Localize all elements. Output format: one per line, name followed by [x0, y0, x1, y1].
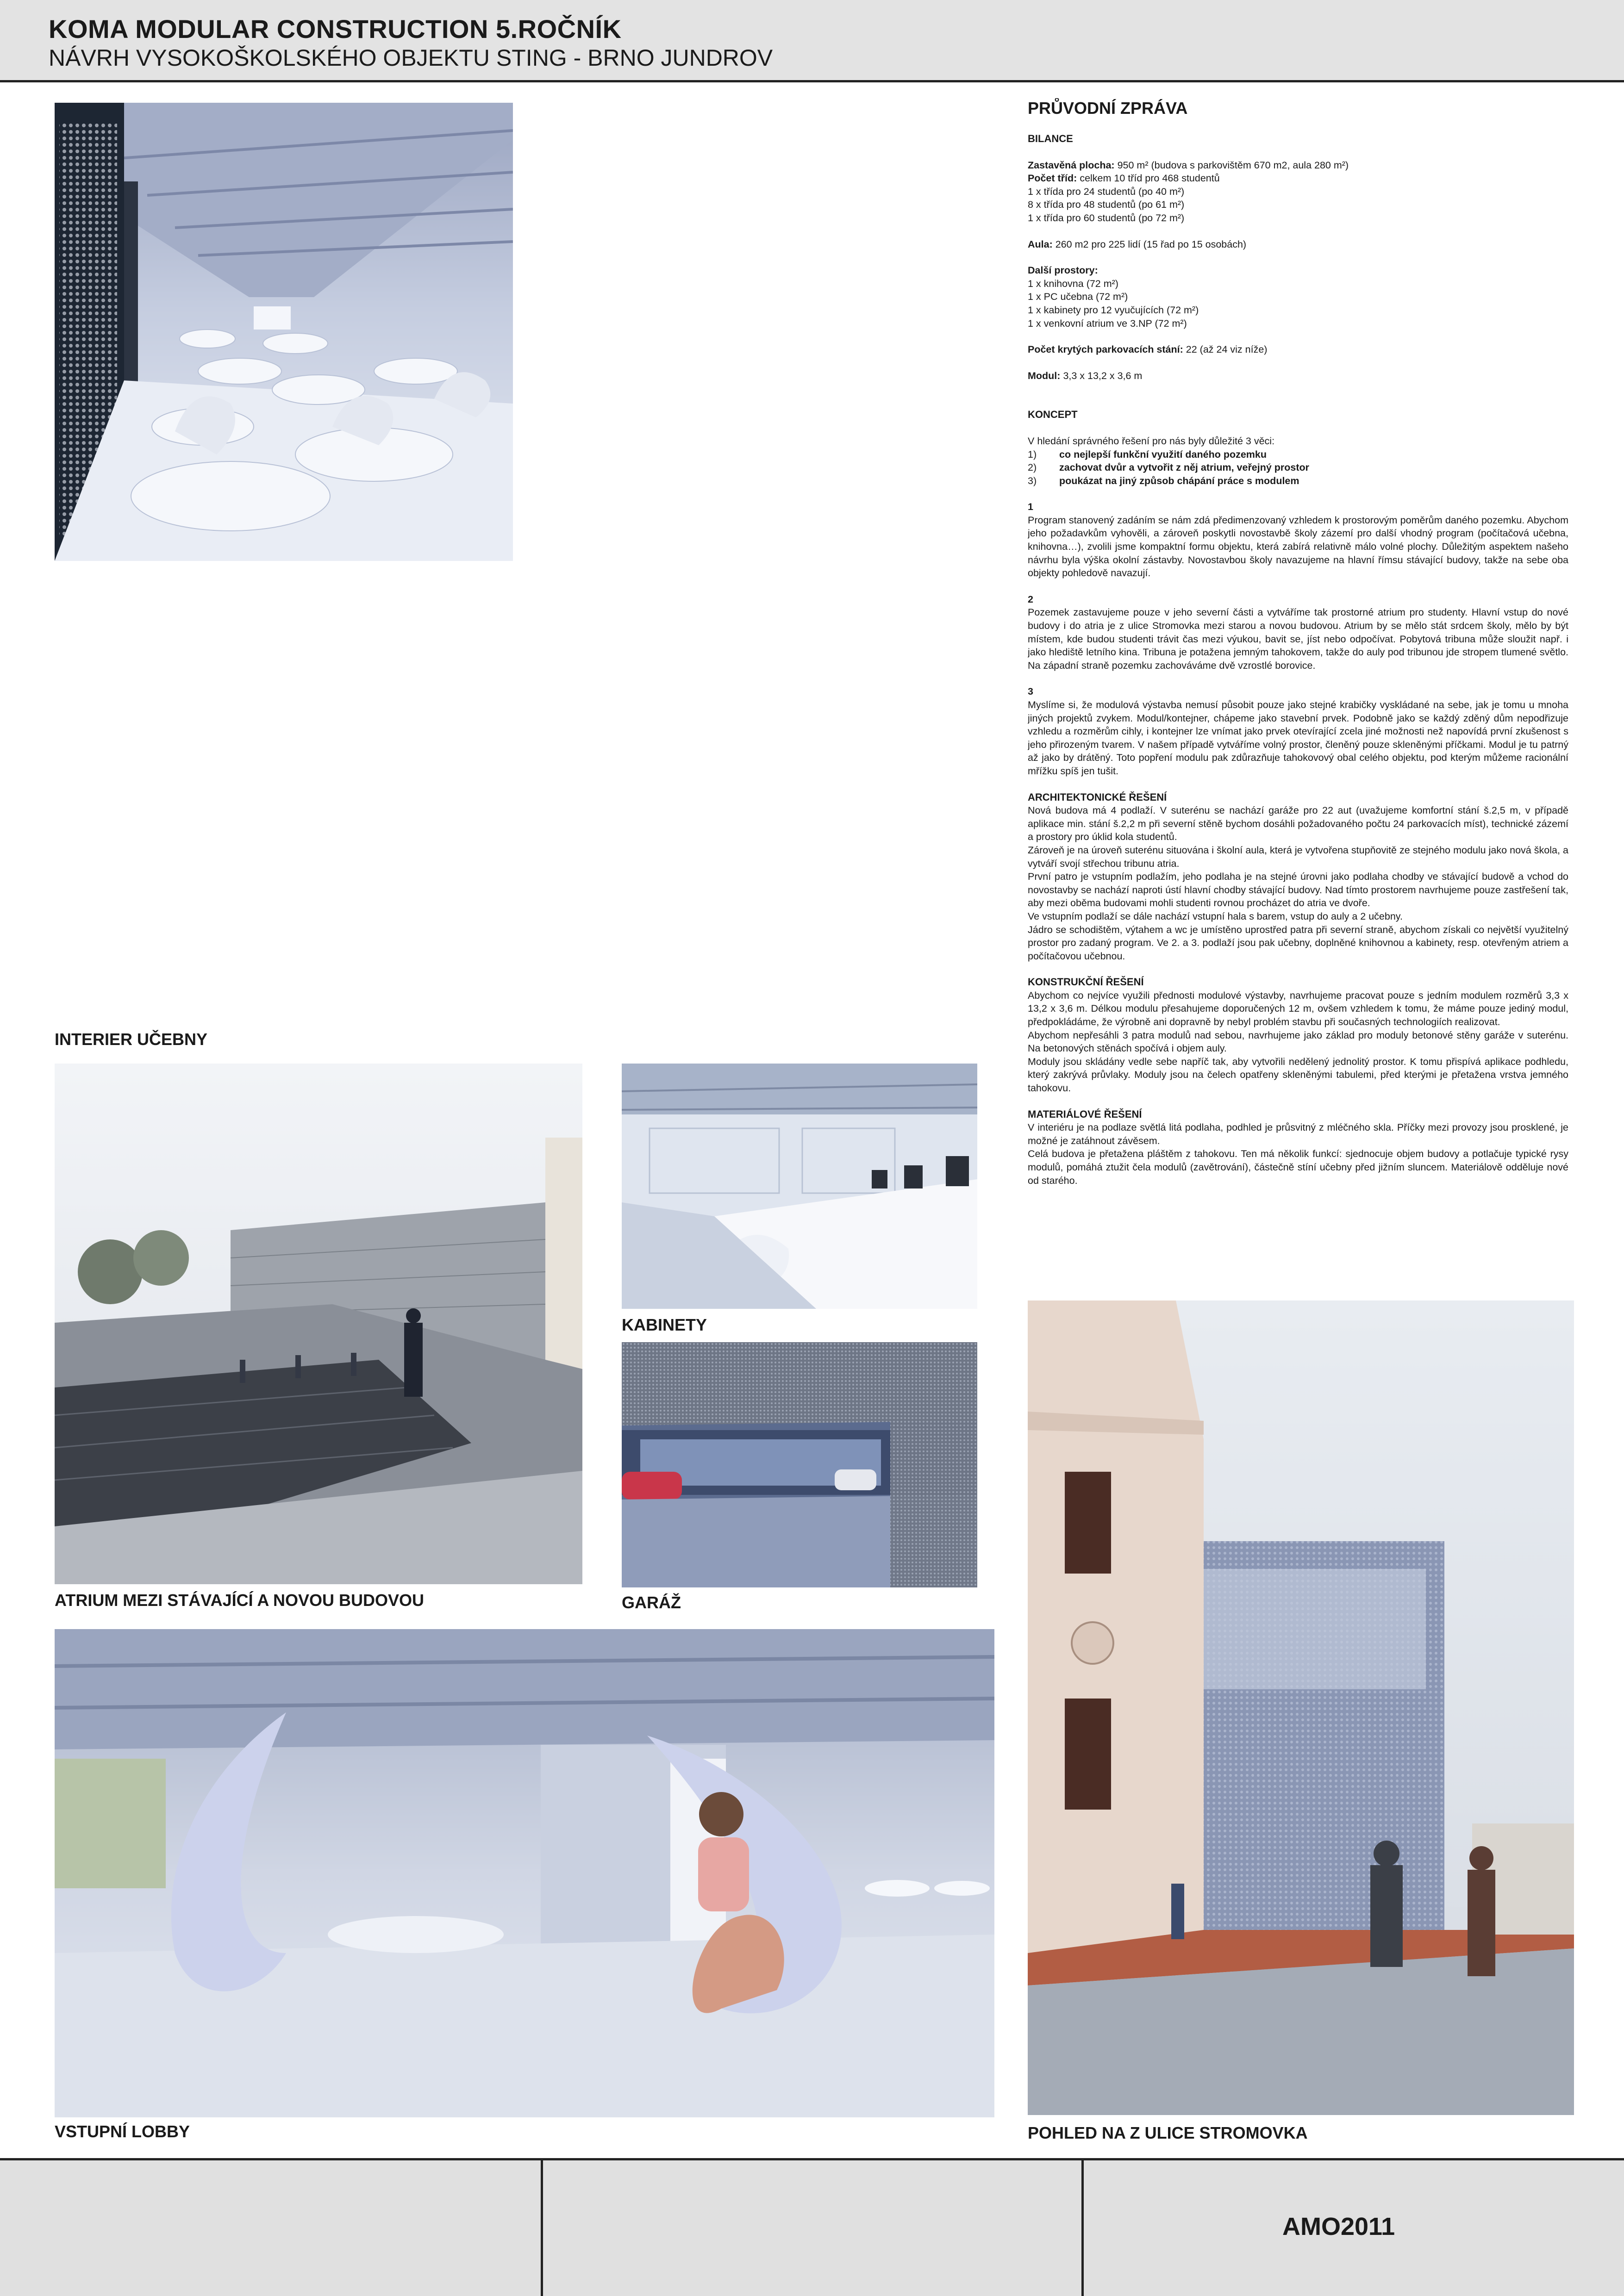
footer-label: AMO2011 [1282, 2213, 1395, 2240]
koncept-number: 3 [1028, 686, 1033, 697]
page-title: KOMA MODULAR CONSTRUCTION 5.ROČNÍK [49, 14, 622, 44]
lobby-caption: VSTUPNÍ LOBBY [55, 2122, 190, 2141]
koncept-item: 3) poukázat na jiný způsob chápání práce s modulem [1028, 475, 1299, 486]
architektonicke-paragraph: První patro je vstupním podlažím, jeho podlaha je na stejné úrovni jako podlaha chodby ve stávající budově a vchod do novostavby se nachází naproti ústí hlavní chodby stávající budovy. Nad tímto prostorem navrhujeme pouze zastřešení tak, aby mezi oběma budovami mohli studenti rovnou procházet do atria ve dvoře. [1028, 871, 1568, 909]
koncept-heading: KONCEPT [1028, 409, 1078, 421]
bilance-line: Počet tříd: celkem 10 tříd pro 468 studentů [1028, 173, 1220, 184]
konstrukcni-heading: KONSTRUKČNÍ ŘEŠENÍ [1028, 976, 1144, 988]
architektonicke-heading: ARCHITEKTONICKÉ ŘEŠENÍ [1028, 791, 1167, 803]
koncept-paragraph: Program stanovený zadáním se nám zdá předimenzovaný vzhledem k prostorovým poměrům daného pozemku. Abychom jeho požadavkům vyhověli, a zároveň poskytli novostavbě školy zázemí pro další vhodný program (počítačová učebna, knihovna…), zvolili jsme kompaktní formu objektu, která zabírá relativně málo volné plochy. Důležitým aspektem našeho návrhu byla výška okolní zástavby. Novostavbou školy navazujeme na hlavní římsu stávající budovy, takže na sebe oba objekty pohledově navazují. [1028, 514, 1568, 579]
page-subtitle: NÁVRH VYSOKOŠKOLSKÉHO OBJEKTU STING - BRNO JUNDROV [49, 45, 773, 71]
konstrukcni-paragraph: Moduly jsou skládány vedle sebe napříč tak, aby vytvořili nedělený jednolitý prostor. K tomu přispívá aplikace podhledu, který zakrývá průvlaky. Moduly jsou na čelech opatřeny skleněnými tabulemi, před kterými je přetažena vrstva jemného tahokovu. [1028, 1056, 1568, 1094]
materialove-heading: MATERIÁLOVÉ ŘEŠENÍ [1028, 1108, 1142, 1120]
bilance-line: Modul: 3,3 x 13,2 x 3,6 m [1028, 370, 1143, 381]
street-render-image [1028, 1300, 1574, 2115]
report-heading: PRŮVODNÍ ZPRÁVA [1028, 99, 1188, 118]
kabinety-caption: KABINETY [622, 1315, 707, 1334]
konstrukcni-paragraph: Abychom co nejvíce využili přednosti modulové výstavby, navrhujeme pracovat pouze s jedním modulem rozměrů 3,3 x 13,2 x 3,6 m. Délkou modulu přesahujeme doporučených 12 m, ovšem vzhledem k tomu, že máme pouze jediný modul, předpokládáme, že výrobně ani dopravně by nebyl problém stavbu při současných technologiích realizovat. [1028, 989, 1568, 1028]
koncept-item: 2) zachovat dvůr a vytvořit z něj atrium, veřejný prostor [1028, 462, 1310, 473]
bilance-heading: BILANCE [1028, 133, 1073, 144]
footer-divider [541, 2158, 543, 2296]
bilance-line: 1 x třída pro 24 studentů (po 40 m²) [1028, 186, 1185, 197]
street-caption: POHLED NA Z ULICE STROMOVKA [1028, 2123, 1308, 2142]
atrium-caption: ATRIUM MEZI STÁVAJÍCÍ A NOVOU BUDOVOU [55, 1591, 425, 1610]
bilance-line: 8 x třída pro 48 studentů (po 61 m²) [1028, 199, 1185, 211]
koncept-paragraph: Myslíme si, že modulová výstavba nemusí působit pouze jako stejné krabičky vyskládané na sebe, jak je tomu u mnoha jiných projektů zvykem. Modul/kontejner, chápeme jako stavební prvek. Podobně jako se každý zděný dům nepodřizuje vzhledu a rozměrům cihly, i kontejner lze vnímat jako prvek otevírající zcela jiné možnosti než napovídá první zkušenost s jeho přirozeným tvarem. V našem případě vytváříme volný prostor, členěný pouze skleněnými příčkami. Modul je tu patrný až jako by drátěný. Toto popření modulu pak zdůrazňuje tahokovový obal celého objektu, pod kterým můžeme racionální mřížku spíš jen tušit. [1028, 699, 1568, 777]
architektonicke-paragraph: Ve vstupním podlaží se dále nachází vstupní hala s barem, vstup do auly a 2 učebny. [1028, 910, 1403, 922]
koncept-number: 1 [1028, 501, 1033, 513]
interior-caption: INTERIER UČEBNY [55, 1030, 208, 1049]
bilance-line: Další prostory: [1028, 265, 1098, 276]
koncept-intro: V hledání správného řešení pro nás byly důležité 3 věci: [1028, 435, 1275, 447]
koncept-paragraph: Pozemek zastavujeme pouze v jeho severní části a vytváříme tak prostorné atrium pro studenty. Hlavní vstup do nové budovy i do atria je z ulice Stromovka mezi starou a novou budovou. Atrium by se mělo stát srdcem školy, mělo by být místem, kde budou studenti trávit čas mezi výukou, bavit se, jíst nebo odpočívat. Pobytová tribuna může sloužit např. i jako hlediště letního kina. Tribuna je potažena jemným tahokovem, takže do auly pod tribunou jde stropem tlumené světlo. Na západní straně pozemku zachováváme dvě vzrostlé borovice. [1028, 607, 1568, 671]
architektonicke-paragraph: Zároveň je na úroveň suterénu situována i školní aula, která je vytvořena stupňovitě ze stejného modulu jako nová škola, a vytváří svojí střechou tribunu atria. [1028, 844, 1568, 869]
lobby-render-image [55, 1629, 994, 2117]
bilance-line: Aula: 260 m2 pro 225 lidí (15 řad po 15 osobách) [1028, 238, 1247, 250]
bilance-line: Počet krytých parkovacích stání: 22 (až 24 viz níže) [1028, 344, 1268, 355]
koncept-number: 2 [1028, 593, 1033, 605]
garaz-caption: GARÁŽ [622, 1593, 681, 1612]
architektonicke-paragraph: Nová budova má 4 podlaží. V suterénu se nachází garáže pro 22 aut (uvažujeme komfortní stání š.2,5 m, v případě aplikace min. stání š.2,2 m při severní stěně bychom dosáhli požadovaného počtu 24 parkovacích míst), technické zázemí a prostory pro úklid kola studentů. [1028, 805, 1568, 843]
materialove-paragraph: V interiéru je na podlaze světlá litá podlaha, podhled je průsvitný z mléčného skla. Příčky mezi provozy jsou prosklené, je možné je zatáhnout závěsem. [1028, 1122, 1568, 1146]
bilance-line: Zastavěná plocha: 950 m² (budova s parkovištěm 670 m2, aula 280 m²) [1028, 159, 1349, 171]
bilance-line: 1 x kabinety pro 12 vyučujících (72 m²) [1028, 304, 1199, 316]
koncept-item: 1) co nejlepší funkční využití daného pozemku [1028, 448, 1267, 460]
bilance-line: 1 x venkovní atrium ve 3.NP (72 m²) [1028, 317, 1187, 329]
footer-divider [1081, 2158, 1084, 2296]
kabinety-render-image [622, 1064, 977, 1309]
konstrukcni-paragraph: Abychom nepřesáhli 3 patra modulů nad sebou, navrhujeme jako základ pro moduly betonové stěny garáže v suterénu. Na betonových stěnách spočívá i objem auly. [1028, 1029, 1568, 1054]
atrium-render-image [55, 1064, 582, 1584]
bilance-line: 1 x knihovna (72 m²) [1028, 278, 1118, 289]
materialove-paragraph: Celá budova je přetažena pláštěm z tahokovu. Ten má několik funkcí: sjednocuje objem budovy a potlačuje typické rysy modulů, pomáhá ztužit čela modulů (zavětrování), částečně stíní učebny před jižním sluncem. Materiálově odděluje nové od starého. [1028, 1148, 1568, 1186]
interior-render-image [55, 103, 513, 561]
report-text-column [1028, 98, 1568, 1283]
garaz-render-image [622, 1342, 977, 1587]
bilance-line: 1 x třída pro 60 studentů (po 72 m²) [1028, 212, 1185, 224]
bilance-line: 1 x PC učebna (72 m²) [1028, 291, 1128, 303]
architektonicke-paragraph: Jádro se schodištěm, výtahem a wc je umístěno uprostřed patra při severní straně, abychom získali co největší využitelný prostor pro zadaný program. Ve 2. a 3. podlaží jsou pak učebny, doplněné knihovnou a kabinety, resp. otevřeným atriem a počítačovou učebnou. [1028, 924, 1568, 962]
